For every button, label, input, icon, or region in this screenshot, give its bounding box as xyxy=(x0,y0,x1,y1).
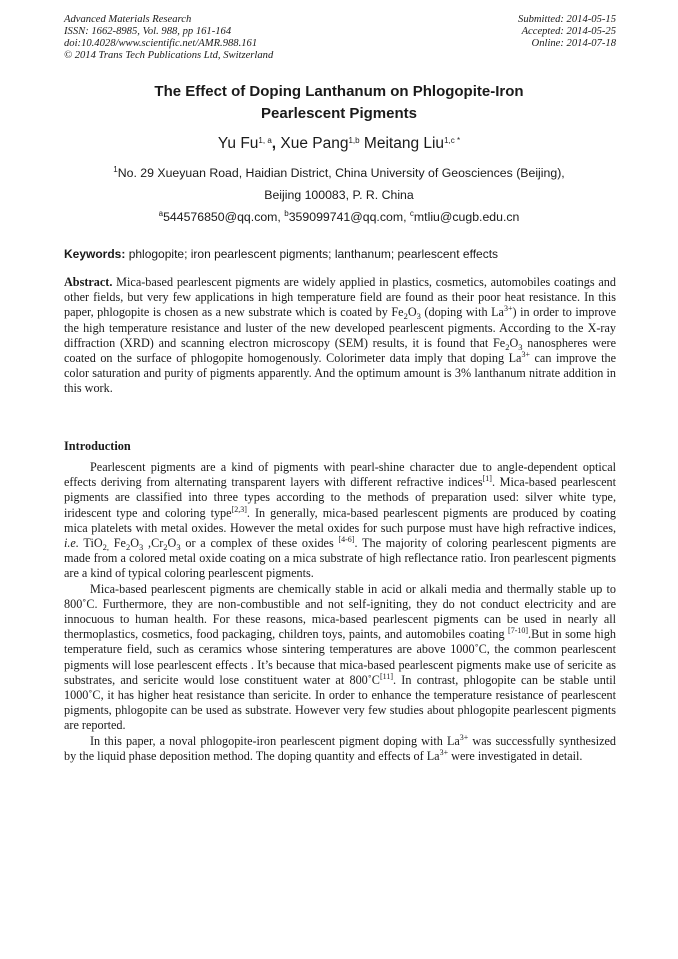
subscript: 2, xyxy=(102,542,110,553)
keywords xyxy=(64,247,616,261)
subscript: 2 xyxy=(505,341,510,352)
submission-dates xyxy=(518,14,616,50)
paragraph xyxy=(64,582,616,734)
subscript: 3 xyxy=(176,542,181,553)
author-email: 544576850@qq.com, xyxy=(163,210,285,224)
paragraph-text: Fe xyxy=(109,536,126,551)
author-name: Xue Pang xyxy=(280,135,349,152)
online-date: Online: 2014-07-18 xyxy=(531,38,616,49)
keywords-label: Keywords: xyxy=(64,247,126,261)
paragraph-text: . The majority of coloring pearlescent pigments are made from a colored metal oxide coating on a mica substrate of high reflectance ratio. Iron pearlescent pigments are a kind of typical coloring pearlescent pigments. xyxy=(64,536,617,581)
paragraph-text: Pearlescent pigments are a kind of pigments with pearl-shine character due to angle-dependent optical effects deriving from alternating transparent layers with different refractive indices xyxy=(64,460,616,490)
paragraph-text: or a complex of these oxides xyxy=(180,536,339,551)
author-email: 359099741@qq.com, xyxy=(288,210,410,224)
affiliation-address: No. 29 Xueyuan Road, Haidian District, China University of Geosciences (Beijing), xyxy=(117,166,565,180)
affiliation-superscript: 1 xyxy=(113,165,118,174)
paragraph-text: O xyxy=(167,536,177,551)
author-separator: , xyxy=(271,135,281,152)
citation: [11] xyxy=(379,671,393,681)
title-line-2: Pearlescent Pigments xyxy=(261,105,417,122)
subscript: 3 xyxy=(518,341,523,352)
paragraph-text: were investigated in detail. xyxy=(448,748,583,763)
citation: [1] xyxy=(482,474,492,484)
introduction-body xyxy=(64,460,616,764)
superscript: 3+ xyxy=(503,304,513,314)
abstract-text: ) in order to improve the high temperature resistance and luster of the new developed pearlescent pigments. According to the X-ray diffraction (XRD) and scanning electron microscopy (SEM) results, it is found that Fe xyxy=(64,305,616,350)
paragraph xyxy=(64,734,616,764)
submitted-date: Submitted: 2014-05-15 xyxy=(518,14,616,25)
author-email: mtliu@cugb.edu.cn xyxy=(413,210,520,224)
abstract-text: nanospheres were coated on the surface of phlogopite homogenously. Colorimeter data imply that doping La xyxy=(64,335,616,366)
paragraph-text: .But in some high temperature field, such as ceramics whose sintering temperatures are above 1000˚C, the common pearlescent pigments will lose pearlescent effects . It’s because that mica-based pearlescent pigments make use of sericite as substrates, and sericite would lose constituent water at 800˚C xyxy=(64,627,617,687)
email-superscript: a xyxy=(158,209,164,218)
affiliation xyxy=(60,162,618,228)
title-line-1: The Effect of Doping Lanthanum on Phlogopite-Iron xyxy=(154,83,524,100)
accepted-date: Accepted: 2014-05-25 xyxy=(521,26,616,37)
paragraph-text: . In generally, mica-based pearlescent pigments are produced by coating mica platelets with metal oxides. However the metal oxides for such purpose must have high refractive indices, xyxy=(64,505,616,535)
affiliation-line-2: Beijing 100083, P. R. China xyxy=(264,188,414,202)
abstract xyxy=(64,275,616,397)
paragraph-text: In this paper, a noval phlogopite-iron pearlescent pigment doping with La xyxy=(90,733,460,748)
paragraph-text: Mica-based pearlescent pigments are chemically stable in acid or alkali media and thermally stable up to 800˚C. Furthermore, they are non-combustible and not self-igniting, they do not conduct electricity and are innocuous to human health. For these reasons, mica-based pearlescent pigments can be used in nearly all thermoplastics, cosmetics, food packaging, children toys, paints, and automobiles coating xyxy=(64,581,616,642)
journal-issn: ISSN: 1662-8985, Vol. 988, pp 161-164 xyxy=(64,26,232,37)
citation: [2,3] xyxy=(231,504,247,514)
author-name: Yu Fu xyxy=(217,135,259,152)
paragraph-text: . In contrast, phlogopite can be stable until 1000˚C, it has higher heat resistance than sericite. In order to enhance the temperature resistance of pearlescent pigments, phlogopite can be used as substrate. However very few studies about phlogopite pearlescent pigments are reported. xyxy=(64,672,616,733)
paragraph-text: ,Cr xyxy=(143,536,164,551)
paragraph-text: . Mica-based pearlescent pigments are classified into three types according to the methods of preparation used: silver white type, iridescent type and coloring type xyxy=(64,475,616,520)
author-superscript: 1,c * xyxy=(444,136,461,145)
journal-doi: doi:10.4028/www.scientific.net/AMR.988.161 xyxy=(64,38,258,49)
superscript: 3+ xyxy=(521,350,530,360)
paragraph-text: TiO xyxy=(78,536,103,551)
keywords-text: phlogopite; iron pearlescent pigments; lanthanum; pearlescent effects xyxy=(125,247,499,261)
author-superscript: 1, a xyxy=(258,136,272,145)
superscript: 3+ xyxy=(439,747,449,757)
author-name: Meitang Liu xyxy=(359,135,445,152)
affiliation-line-1 xyxy=(60,162,618,184)
journal-name: Advanced Materials Research xyxy=(64,14,192,25)
citation: [4-6] xyxy=(338,535,355,545)
paragraph-text: was successfully synthesized by the liquid phase deposition method. The doping quantity and effects of La xyxy=(64,733,616,763)
abstract-text: O xyxy=(509,335,519,350)
paper-title xyxy=(60,81,618,125)
author-emails xyxy=(60,206,618,228)
email-superscript: c xyxy=(409,209,414,218)
abstract-text: (doping with La xyxy=(420,305,504,320)
section-heading-introduction: Introduction xyxy=(64,439,131,453)
italic-text: i.e. xyxy=(64,536,79,551)
paragraph-text: O xyxy=(130,536,140,551)
subscript: 2 xyxy=(163,542,168,553)
superscript: 3+ xyxy=(459,732,469,742)
abstract-text: O xyxy=(407,305,417,320)
subscript: 3 xyxy=(139,542,144,553)
abstract-text: Mica-based pearlescent pigments are widely applied in plastics, cosmetics, automobiles coatings and other fields, but very few applications in high temperature field are found as their poor heat resistance. In this paper, phlogopite is chosen as a new substrate which is coated by Fe xyxy=(64,275,616,320)
email-superscript: b xyxy=(284,209,289,218)
journal-copyright: © 2014 Trans Tech Publications Ltd, Switzerland xyxy=(64,50,274,61)
journal-info xyxy=(64,14,273,62)
author-list xyxy=(60,135,618,153)
abstract-label: Abstract. xyxy=(64,275,113,289)
paragraph xyxy=(64,460,616,582)
subscript: 3 xyxy=(416,311,421,322)
subscript: 2 xyxy=(125,542,131,553)
citation: [7-10] xyxy=(508,626,529,636)
subscript: 2 xyxy=(403,311,408,322)
author-superscript: 1,b xyxy=(348,136,360,145)
abstract-text: can improve the color saturation and purity of pigments apparently. And the optimum amount is 3% lanthanum nitrate addition in this work. xyxy=(64,351,617,396)
